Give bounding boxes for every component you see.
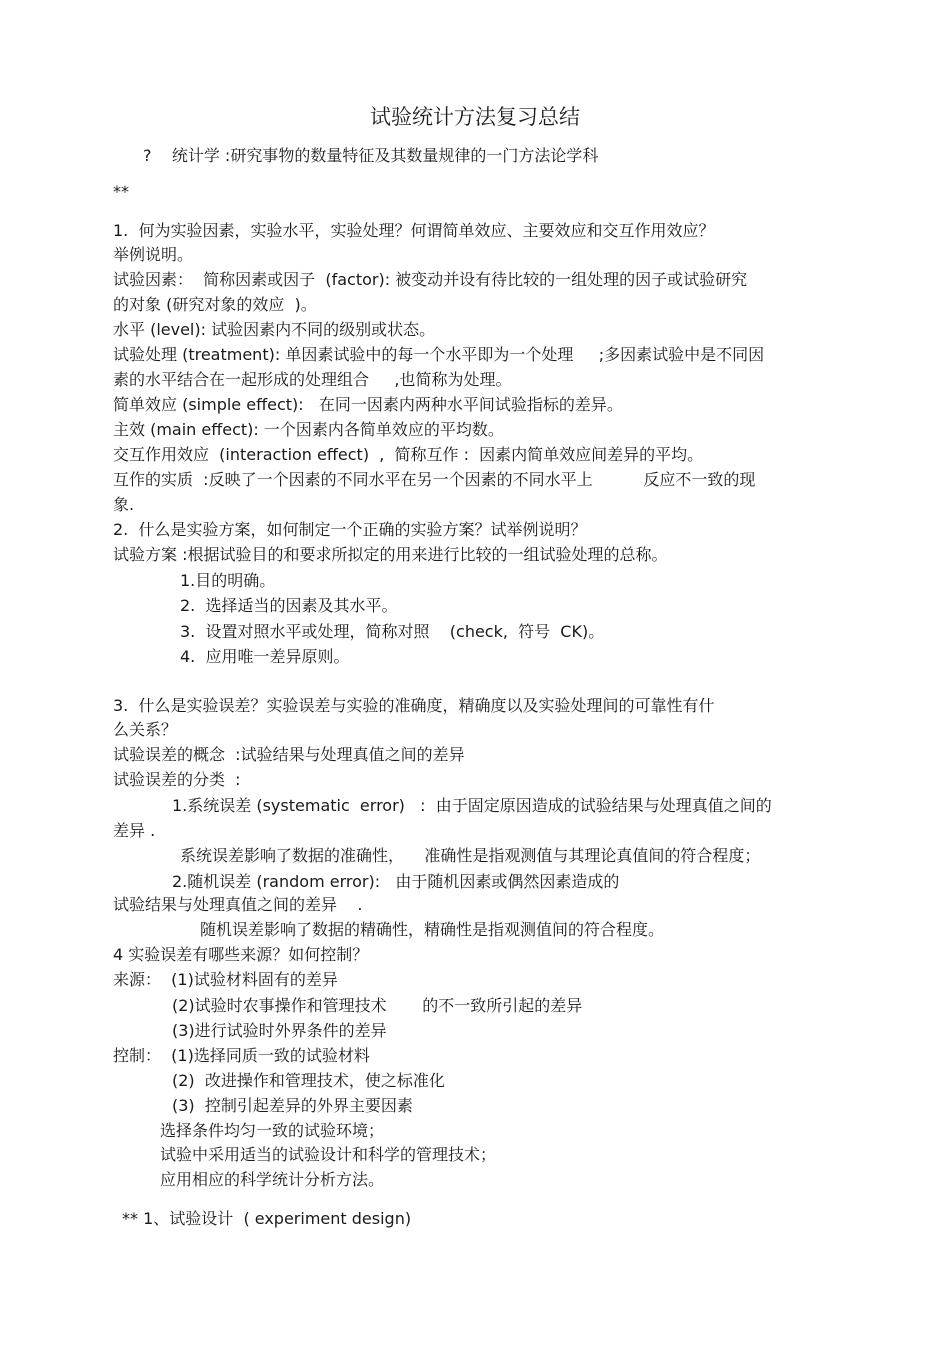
list-item: 4. 应用唯一差异原则。 [180,647,350,666]
separator-stars: ** [113,182,129,201]
text-line: 1.系统误差 (systematic error) : 由于固定原因造成的试验结果与处理真值之间的 [172,796,772,815]
list-item: 1.目的明确。 [180,571,276,590]
text-line: 简单效应 (simple effect): 在同一因素内两种水平间试验指标的差异。 [113,395,623,414]
text-line: 随机误差影响了数据的精确性，精确性是指观测值间的符合程度。 [200,920,665,939]
text-line: 试验处理 (treatment): 单因素试验中的每一个水平即为一个处理 ;多因素试验中是不同因 [113,345,765,364]
text-line: 的对象 (研究对象的效应 )。 [113,295,317,314]
text-line: 主效 (main effect): 一个因素内各简单效应的平均数。 [113,420,504,439]
question-3: 3. 什么是实验误差？实验误差与实验的准确度，精确度以及实验处理间的可靠性有什 [113,696,715,715]
text-line: 系统误差影响了数据的准确性， 准确性是指观测值与其理论真值间的符合程度； [180,846,761,865]
text-line: 来源： (1)试验材料固有的差异 [113,970,338,989]
text-line: 么关系？ [113,720,178,739]
list-item: (3)进行试验时外界条件的差异 [172,1021,387,1040]
text-line: 举例说明。 [113,245,194,264]
intro-line: ? 统计学 :研究事物的数量特征及其数量规律的一门方法论学科 [143,146,599,165]
list-item: 应用相应的科学统计分析方法。 [160,1170,385,1189]
text-line: 试验因素： 简称因素或因子 (factor): 被变动并设有待比较的一组处理的因子或试验研究 [113,270,748,289]
question-4: 4 实验误差有哪些来源？如何控制？ [113,945,369,964]
list-item: 3. 设置对照水平或处理，简称对照 (check, 符号 CK)。 [180,622,605,641]
text-line: 互作的实质 :反映了一个因素的不同水平在另一个因素的不同水平上 反应不一致的现 [113,470,756,489]
list-item: (2) 改进操作和管理技术，使之标准化 [172,1071,445,1090]
text-line: 水平 (level): 试验因素内不同的级别或状态。 [113,320,436,339]
text-line: 象. [113,495,135,514]
document-title: 试验统计方法复习总结 [370,105,580,129]
text-line: 控制： (1)选择同质一致的试验材料 [113,1046,370,1065]
list-item: 2. 选择适当的因素及其水平。 [180,596,398,615]
question-1: 1. 何为实验因素，实验水平，实验处理？何谓简单效应、主要效应和交互作用效应？ [113,221,715,240]
text-line: 差异 . [113,821,156,840]
list-item: 试验中采用适当的试验设计和科学的管理技术； [160,1145,497,1164]
text-line: 2.随机误差 (random error): 由于随机因素或偶然因素造成的 [172,872,620,891]
text-line: 试验方案 :根据试验目的和要求所拟定的用来进行比较的一组试验处理的总称。 [113,545,668,564]
list-item: 选择条件均匀一致的试验环境； [160,1121,385,1140]
text-line: 交互作用效应 (interaction effect) , 简称互作 : 因素内简单效应间差异的平均。 [113,445,704,464]
text-line: 试验误差的概念 :试验结果与处理真值之间的差异 [113,745,465,764]
list-item: (2)试验时农事操作和管理技术 的不一致所引起的差异 [172,996,583,1015]
question-2: 2. 什么是实验方案，如何制定一个正确的实验方案？试举例说明？ [113,520,587,539]
list-item: (3) 控制引起差异的外界主要因素 [172,1096,413,1115]
text-line: 试验误差的分类 : [113,770,241,789]
text-line: 素的水平结合在一起形成的处理组合 ,也简称为处理。 [113,370,512,389]
section-heading: ** 1、试验设计 ( experiment design) [122,1209,412,1228]
text-line: 试验结果与处理真值之间的差异 . [113,895,363,914]
